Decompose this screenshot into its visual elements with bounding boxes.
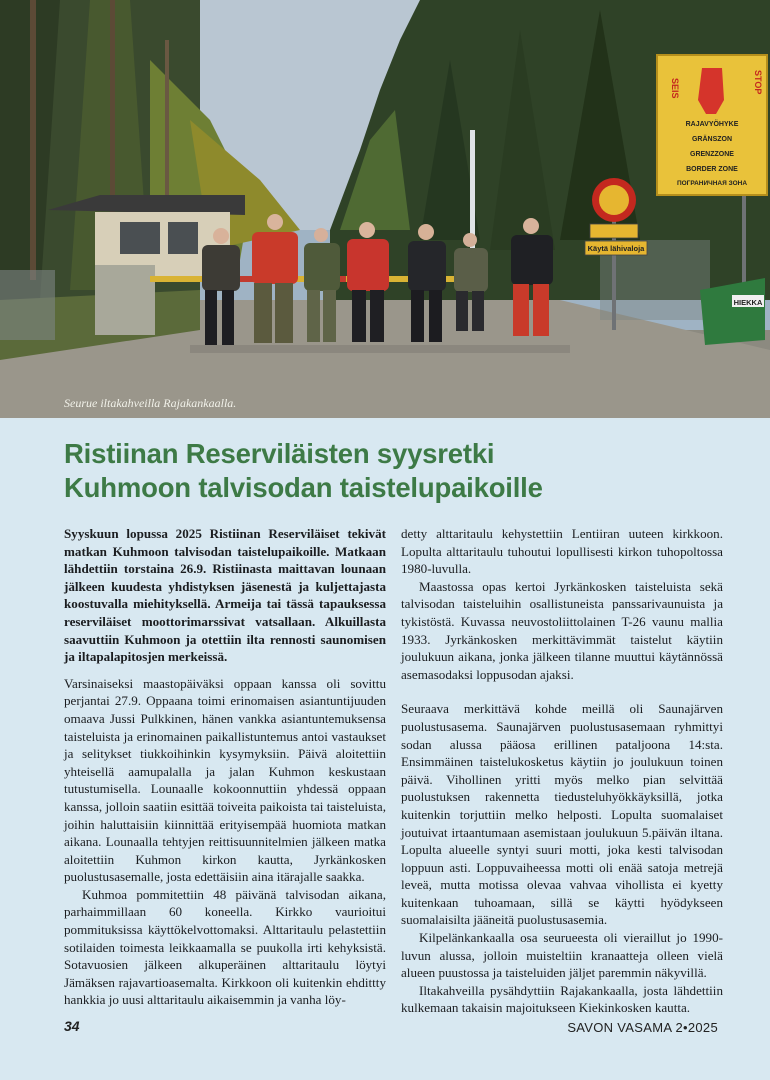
sign-line-3: GRENZZONE — [690, 151, 734, 158]
body-paragraph: Kilpelänkankaalla osa seurueesta oli vieraillut jo 1990-luvun alussa, jolloin muisteltiin kranaatteja olleen vielä alueen puustossa ja taisteluiden jäljet paremmin näkyvillä. — [401, 930, 723, 981]
article-headline — [64, 437, 724, 505]
sign-line-5: ПОГРАНИЧНАЯ ЗОНА — [676, 180, 748, 187]
page-number: 34 — [64, 1018, 80, 1034]
sign-line-4: BORDER ZONE — [686, 166, 738, 173]
lead-paragraph: Syyskuun lopussa 2025 Ristiinan Reserviläiset tekivät matkan Kuhmoon talvisodan taistelupaikoille. Matkaan lähdettiin torstaina 26.9. Ristiinasta maittavan lounaan jälkeen kuudesta yhdistyksen jäsenestä ja kuljettajasta koostuvalla miehityksellä. Armeija tai tässä tapauksessa reserviläiset moottorimarssivat vatsallaan. Alkuillasta saavuttiin Kuhmoon ja otettiin ilta rennosti saunomisen ja iltapalapitosjen merkeissä. — [64, 526, 386, 665]
body-paragraph: Seuraava merkittävä kohde meillä oli Saunajärven puolustusasema. Saunajärven puolustusasemaan ryhmittyi sodan alussa pääosa erillinen pataljoona 14:sta. Ensimmäinen taistelukosketus käytiin jo joulukuun toinen päivä. Vihollinen yritti myös melko pian selvittää puolustuksen rakennetta tiedusteluhyökkäyksillä, jotka kuitenkin torjuttiin melko helposti. Lopulta suomalaiset joutuivat irtaantumaan asemistaan joulukuun 5.päivän iltana. Lopulta alueelle syntyi suuri motti, joka kesti talvisodan loppuun asti. Loppuvaiheessa motti oli enää satoja metrejä leveä, mutta motissa olevaa vahvaa vihollista ei kyetty kuitenkaan tuhoamaan, sillä se käytti hyödykseen suomalaisilta jääneitä puolustusasemia. — [401, 701, 723, 928]
sign-seis-letters: SEIS — [670, 78, 680, 99]
sign-stop-letters: STOP — [753, 70, 763, 95]
headline-line-1: Ristiinan Reserviläisten syysretki — [64, 438, 495, 469]
photo-caption: Seurue iltakahveilla Rajakankaalla. — [64, 396, 237, 410]
bin-label: HIEKKA — [733, 298, 763, 307]
headline-line-2: Kuhmoon talvisodan taistelupaikoille — [64, 472, 543, 503]
sign-line-2: GRÄNSZON — [691, 136, 733, 143]
magazine-issue: SAVON VASAMA 2•2025 — [567, 1020, 718, 1035]
body-paragraph: detty alttaritaulu kehystettiin Lentiiran uuteen kirkkoon. Lopulta alttaritaulu tuhoutui lopullisesti kirkon tuhopoltossa 1980-luvulla. — [401, 526, 723, 577]
body-paragraph: Maastossa opas kertoi Jyrkänkosken taisteluista sekä talvisodan taisteluihin osallistuneista panssarivaunuista ja tykistöstä. Kuvassa neuvostoliittolainen T-26 vaunu mallia 1933. Jyrkänkosken merkittävimmät taistelut käytiin joulukuun aikana, jonka jälkeen tilanne muuttui käytännössä asemasodaksi loppusodan ajaksi. — [401, 578, 723, 682]
left-column — [64, 525, 386, 1009]
group-photo — [0, 0, 770, 418]
small-sign-text: Käytä lähivaloja — [587, 244, 645, 253]
person-2 — [252, 214, 298, 343]
photo-scene — [0, 0, 770, 418]
right-column — [401, 525, 723, 1017]
body-paragraph: Varsinaiseksi maastopäiväksi oppaan kanssa oli sovittu perjantai 27.9. Oppaana toimi erinomaisen asiantuntijuuden omaava Jussi Pulkkinen, hänen vankka asiantuntemuksensa taisteluista ja erinomainen paikallistuntemus antoi vastaukset ja selitykset tiukkoihinkin kysymyksiin. Päivä aloitettiin yhteisellä aamupalalla ja jalan Kuhmon keskustaan tutustumisella. Lounaalle kokoonnuttiin yhdessä oppaan kanssa, jolloin saatiin esittää toiveita paikoista tai taisteluista, joihin haluttaisiin kiinnittää erityisempää huomiota matkan aikana. Lounaalla tehtyjen reittisuunnitelmien jälkeen matka aloitettiin Kuhmon kirkon kautta, Jyrkänkosken puolustusasemalle, josta edettäisiin aina itärajalle saakka. — [64, 675, 386, 885]
body-paragraph: Iltakahveilla pysähdyttiin Rajakankaalla, josta lähdettiin kulkemaan takaisin majoitukseen Kiekinkosken kautta. — [401, 982, 723, 1016]
sign-line-1: RAJAVYÖHYKE — [685, 121, 739, 128]
body-paragraph: Kuhmoa pommitettiin 48 päivänä talvisodan aikana, parhaimmillaan 60 koneella. Kirkko vaurioitui pommituksissa käyttökelvottomaksi. Alttaritaulu pelastettiin sotilaiden toimesta leikkaamalla se puukolla irti kehyksistä. Sotavuosien jälkeen alkuperäinen alttaritaulu löytyi Jämäksen rajavartioasemalta. Kirkkoon oli kuitenkin ehdittty hankkia jo uusi alttaritaulu aikaisemmin ja vanha löy- — [64, 886, 386, 1008]
